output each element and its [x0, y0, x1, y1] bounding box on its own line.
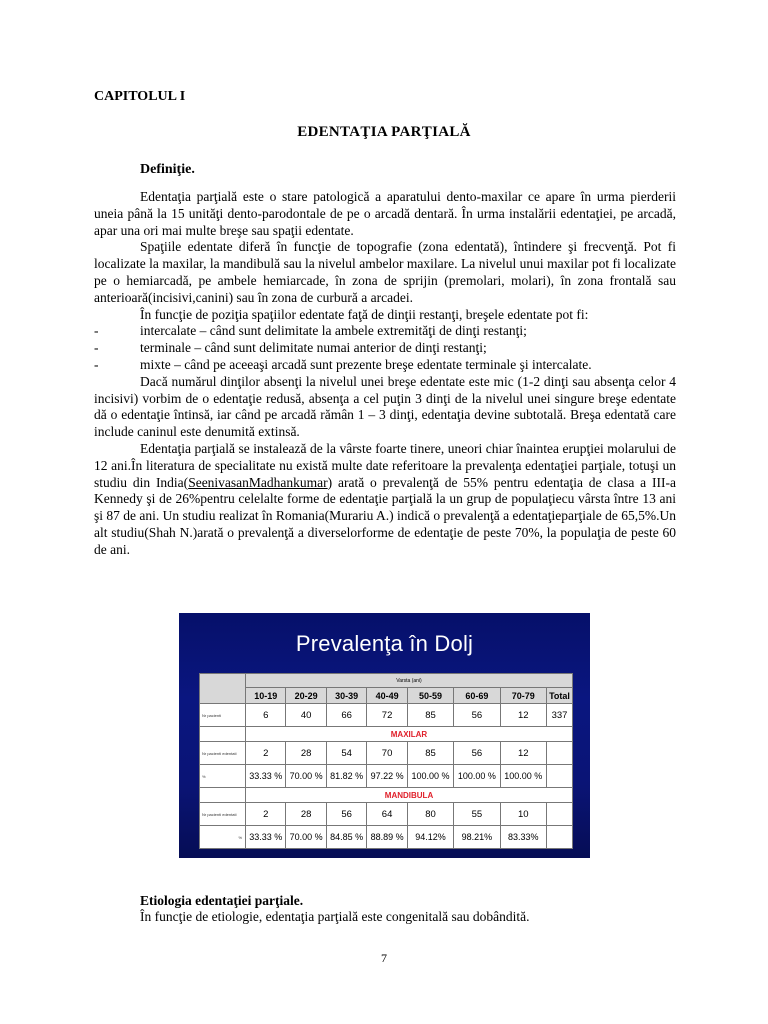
page-number: 7: [381, 951, 387, 965]
definition-heading: Definiţie.: [140, 162, 195, 177]
list-item: - intercalate – când sunt delimitate la ambele extremităţi de dinţi restanţi;: [94, 323, 527, 339]
prevalence-slide: [179, 613, 590, 858]
col-header: 60-69: [454, 688, 500, 704]
prevalence-table: [199, 673, 573, 849]
col-header: 70-79: [500, 688, 546, 704]
row-label: Nr pacienti edentati: [200, 803, 246, 826]
col-header: 20-29: [286, 688, 326, 704]
etiology-heading: Etiologia edentaţiei parţiale.: [140, 893, 304, 908]
paragraph-2: Spaţiile edentate diferă în funcţie de topografie (zona edentată), întindere şi frecvenţă. Pot fi localizate la maxilar, la mandibulă sau la nivelul ambelor maxilare. La nivelul unui maxilar pot fi localizate pe o hemiarcadă, pe ambele hemiarcade, în zona de sprijin (premolari, molari), în zona frontală sau anterioară(incisivi,canini) sau în zona de curbură a arcadei.: [94, 239, 676, 305]
table-row: % 33.33 % 70.00 % 84.85 % 88.89 % 94.12% 98.21% 83.33%: [200, 826, 573, 849]
column-header-row: [200, 688, 573, 704]
maxilar-label: MAXILAR: [246, 727, 573, 742]
table-row: [200, 727, 573, 742]
col-header: 10-19: [246, 688, 286, 704]
age-header: Varsta (ani): [246, 674, 573, 688]
table-row: % 33.33 % 70.00 % 81.82 % 97.22 % 100.00 % 100.00 % 100.00 %: [200, 765, 573, 788]
col-header: 50-59: [407, 688, 453, 704]
row-label: %: [200, 765, 246, 788]
table-row: Nr pacienti edentati 2 28 56 64 80 55 10: [200, 803, 573, 826]
paragraph-1: Edentaţia parţială este o stare patologică a aparatului dento-maxilar ce apare în urma pierderii uneia până la 15 unităţi dento-parodontale de pe o arcadă dentară. În urma instalării edentaţiei, pe arcadă, apar una ori mai multe breşe sau spaţii edentate.: [94, 189, 676, 238]
chapter-heading: CAPITOLUL I: [94, 89, 186, 104]
col-header: 40-49: [367, 688, 407, 704]
table-row: [200, 788, 573, 803]
row-label: %: [200, 826, 246, 849]
mandibula-label: MANDIBULA: [246, 788, 573, 803]
author-link: SeenivasanMadhankumar: [188, 474, 328, 490]
col-header: Total: [546, 688, 572, 704]
row-label: Nr pacienti edentati: [200, 742, 246, 765]
list-item: - mixte – când pe aceeaşi arcadă sunt prezente breşe edentate terminale şi intercalate.: [94, 356, 592, 372]
paragraph-5: Edentaţia parţială se instalează de la vârste foarte tinere, uneori chiar înaintea erupţiei molarului de 12 ani.În literatura de specialitate nu există multe date referitoare la prevalenţa edentaţiei parţiale, totuşi un studiu din India(SeenivasanMadhankumar) arată o prevalenţă de 55% pentru edentaţia de clasa a III-a Kennedy şi de 26%pentru celelalte forme de edentaţie parţială la un grup de populaţiecu vârsta între 13 ani şi 87 de ani. Un studiu realizat în Romania(Murariu A.) indică o prevalenţă a edentaţieparţiale de 65,5%.Un alt studiu(Shah N.)arată o prevalenţă a diverselorforme de edentaţie de peste 70%, la populaţia de peste 60 de ani.: [94, 440, 676, 557]
col-header: 30-39: [326, 688, 366, 704]
list-item: - terminale – când sunt delimitate numai anterior de dinţi restanţi;: [94, 340, 487, 356]
etiology-text: În funcţie de etiologie, edentaţia parţială este congenitală sau dobândită.: [140, 909, 530, 924]
table-row: Nr pacienti 6 40 66 72 85 56 12 337: [200, 704, 573, 727]
slide-title: Prevalenţa în Dolj: [295, 631, 474, 656]
body-text: [94, 189, 676, 559]
table-row: Nr pacienti edentati 2 28 54 70 85 56 12: [200, 742, 573, 765]
section-title: EDENTAŢIA PARŢIALĂ: [297, 124, 471, 140]
paragraph-4: Dacă numărul dinţilor absenţi la nivelul unei breşe edentate este mic (1-2 dinţi sau absenţa celor 4 incisivi) vorbim de o edentaţie redusă, absenţa a cel puţin 3 dinţi de la nivelul unei singure breşe edentate dă o edentaţie întinsă, iar când pe arcadă rămân 1 – 3 dinţi, edentaţia devine subtotală. Breşa edentată care include caninul este denumită extinsă.: [94, 373, 676, 440]
row-label: Nr pacienti: [200, 704, 246, 727]
paragraph-3: În funcţie de poziţia spaţiilor edentate faţă de dinţii restanţi, breşele edentate pot fi:: [140, 306, 589, 322]
